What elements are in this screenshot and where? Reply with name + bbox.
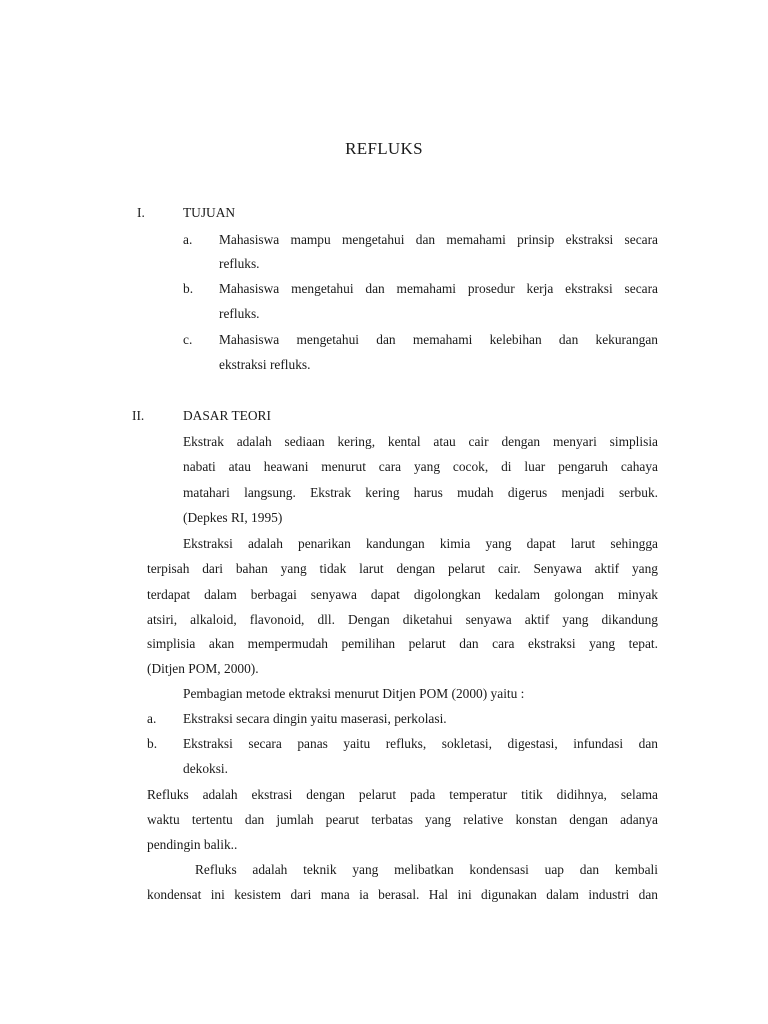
paragraph-line: (Ditjen POM, 2000). bbox=[147, 661, 259, 676]
objective-text-line: refluks. bbox=[219, 256, 260, 271]
objective-text-line: Mahasiswa mengetahui dan memahami prosedur kerja ekstraksi secara bbox=[219, 281, 658, 296]
objective-text-line: Mahasiswa mengetahui dan memahami kelebihan dan kekurangan bbox=[219, 332, 658, 347]
paragraph-line: matahari langsung. Ekstrak kering harus mudah digerus menjadi serbuk. bbox=[183, 485, 658, 500]
paragraph-line: Ekstraksi adalah penarikan kandungan kimia yang dapat larut sehingga bbox=[183, 536, 658, 551]
paragraph-line: kondensat ini kesistem dari mana ia berasal. Hal ini digunakan dalam industri dan bbox=[147, 887, 658, 902]
section-2-heading: DASAR TEORI bbox=[183, 408, 271, 423]
document-title: REFLUKS bbox=[345, 139, 423, 158]
list-marker: c. bbox=[183, 332, 193, 347]
list-marker: a. bbox=[147, 711, 157, 726]
paragraph-line: Ekstrak adalah sediaan kering, kental atau cair dengan menyari simplisia bbox=[183, 434, 658, 449]
paragraph-line: nabati atau heawani menurut cara yang cocok, di luar pengaruh cahaya bbox=[183, 459, 658, 474]
method-text-line: Ekstraksi secara panas yaitu refluks, sokletasi, digestasi, infundasi dan bbox=[183, 736, 658, 751]
method-text-line: Ekstraksi secara dingin yaitu maserasi, perkolasi. bbox=[183, 711, 447, 726]
list-marker: b. bbox=[183, 281, 194, 296]
paragraph-line: terpisah dari bahan yang tidak larut dengan pelarut cair. Senyawa aktif yang bbox=[147, 561, 658, 576]
objective-text-line: refluks. bbox=[219, 306, 260, 321]
section-2-numeral: II. bbox=[132, 408, 145, 423]
paragraph-line: pendingin balik.. bbox=[147, 837, 238, 852]
objective-text-line: ekstraksi refluks. bbox=[219, 357, 311, 372]
paragraph-line: terdapat dalam berbagai senyawa dapat digolongkan kedalam golongan minyak bbox=[147, 587, 658, 602]
section-1-numeral: I. bbox=[137, 205, 145, 220]
paragraph-line: simplisia akan mempermudah pemilihan pelarut dan cara ekstraksi yang tepat. bbox=[147, 636, 658, 651]
section-1-heading: TUJUAN bbox=[183, 205, 236, 220]
list-marker: a. bbox=[183, 232, 193, 247]
paragraph-line: waktu tertentu dan jumlah pearut terbatas yang relative konstan dengan adanya bbox=[147, 812, 658, 827]
paragraph-line: atsiri, alkaloid, flavonoid, dll. Dengan diketahui senyawa aktif yang dikandung bbox=[147, 612, 658, 627]
method-text-line: dekoksi. bbox=[183, 761, 229, 776]
paragraph-line: Refluks adalah ekstrasi dengan pelarut pada temperatur titik didihnya, selama bbox=[147, 787, 658, 802]
list-marker: b. bbox=[147, 736, 158, 751]
paragraph-line: Refluks adalah teknik yang melibatkan kondensasi uap dan kembali bbox=[195, 862, 658, 877]
objective-text-line: Mahasiswa mampu mengetahui dan memahami prinsip ekstraksi secara bbox=[219, 232, 658, 247]
paragraph-line: Pembagian metode ektraksi menurut Ditjen POM (2000) yaitu : bbox=[183, 686, 525, 701]
paragraph-line: (Depkes RI, 1995) bbox=[183, 510, 283, 525]
